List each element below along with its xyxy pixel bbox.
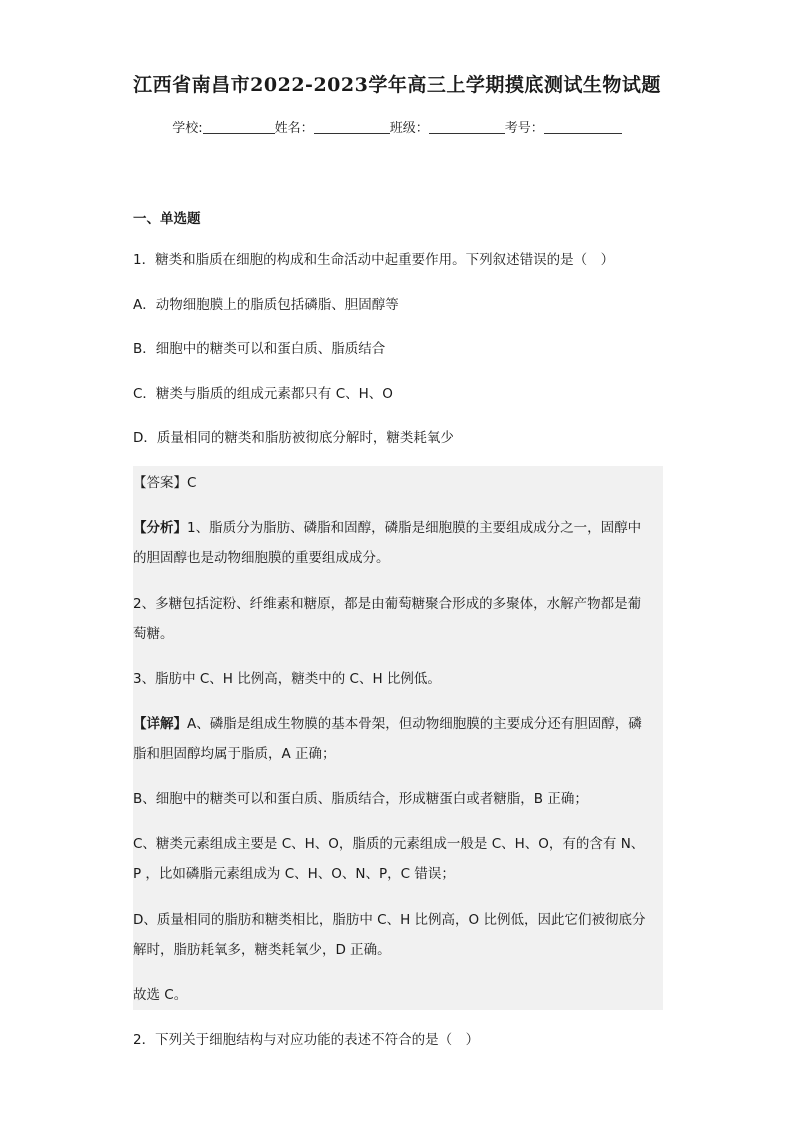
analysis-line-2: 的胆固醇也是动物细胞膜的重要组成成分。: [133, 550, 390, 566]
student-info-row: [0, 117, 794, 136]
school-blank: [203, 119, 275, 134]
class-blank: [429, 119, 505, 134]
question-1-option-d: D．质量相同的糖类和脂肪被彻底分解时，糖类耗氧少: [133, 430, 454, 446]
answer-value: C: [187, 475, 197, 491]
detail-d-line-1: D、质量相同的脂肪和糖类相比，脂肪中 C、H 比例高，O 比例低，因此它们被彻底分: [133, 912, 646, 928]
answer-label: 【答案】: [133, 475, 187, 491]
page-title: 江西省南昌市2022-2023学年高三上学期摸底测试生物试题: [133, 74, 661, 96]
exam-no-blank: [544, 119, 622, 134]
analysis-line-1: [133, 519, 663, 537]
analysis-point-2-line-2: 萄糖。: [133, 626, 174, 642]
detail-c-line-2: P ，比如磷脂元素组成为 C、H、O、N、P，C 错误；: [133, 866, 455, 882]
question-1-option-a: A．动物细胞膜上的脂质包括磷脂、胆固醇等: [133, 297, 399, 313]
question-2-stem: 2．下列关于细胞结构与对应功能的表述不符合的是（ ）: [133, 1032, 480, 1048]
class-label: 班级：: [389, 121, 429, 136]
analysis-point-3: 3、脂肪中 C、H 比例高，糖类中的 C、H 比例低。: [133, 671, 441, 687]
detail-d-line-2: 解时，脂肪耗氧多，糖类耗氧少，D 正确。: [133, 942, 391, 958]
analysis-label: 【分析】: [133, 520, 187, 536]
question-1-option-b: B．细胞中的糖类可以和蛋白质、脂质结合: [133, 341, 386, 357]
detail-a-text-1: A、磷脂是组成生物膜的基本骨架，但动物细胞膜的主要成分还有胆固醇，磷: [187, 716, 642, 732]
answer-line: [133, 474, 663, 492]
detail-a-line-1: [133, 715, 663, 733]
section-title: 一、单选题: [133, 211, 201, 227]
detail-label: 【详解】: [133, 716, 187, 732]
question-1-option-c: C．糖类与脂质的组成元素都只有 C、H、O: [133, 386, 393, 402]
analysis-text-1: 1、脂质分为脂肪、磷脂和固醇，磷脂是细胞膜的主要组成成分之一，固醇中: [187, 520, 642, 536]
school-label: 学校:: [172, 121, 203, 136]
name-blank: [314, 119, 390, 134]
detail-a-line-2: 脂和胆固醇均属于脂质，A 正确；: [133, 746, 336, 762]
conclusion: 故选 C。: [133, 987, 188, 1003]
analysis-point-2-line-1: 2、多糖包括淀粉、纤维素和糖原，都是由葡萄糖聚合形成的多聚体，水解产物都是葡: [133, 596, 642, 612]
detail-c-line-1: C、糖类元素组成主要是 C、H、O，脂质的元素组成一般是 C、H、O，有的含有 N、: [133, 836, 645, 852]
name-label: 姓名：: [274, 121, 314, 136]
exam-no-label: 考号：: [504, 121, 544, 136]
detail-b: B、细胞中的糖类可以和蛋白质、脂质结合，形成糖蛋白或者糖脂，B 正确；: [133, 791, 588, 807]
question-1-stem: 1．糖类和脂质在细胞的构成和生命活动中起重要作用。下列叙述错误的是（ ）: [133, 252, 615, 268]
